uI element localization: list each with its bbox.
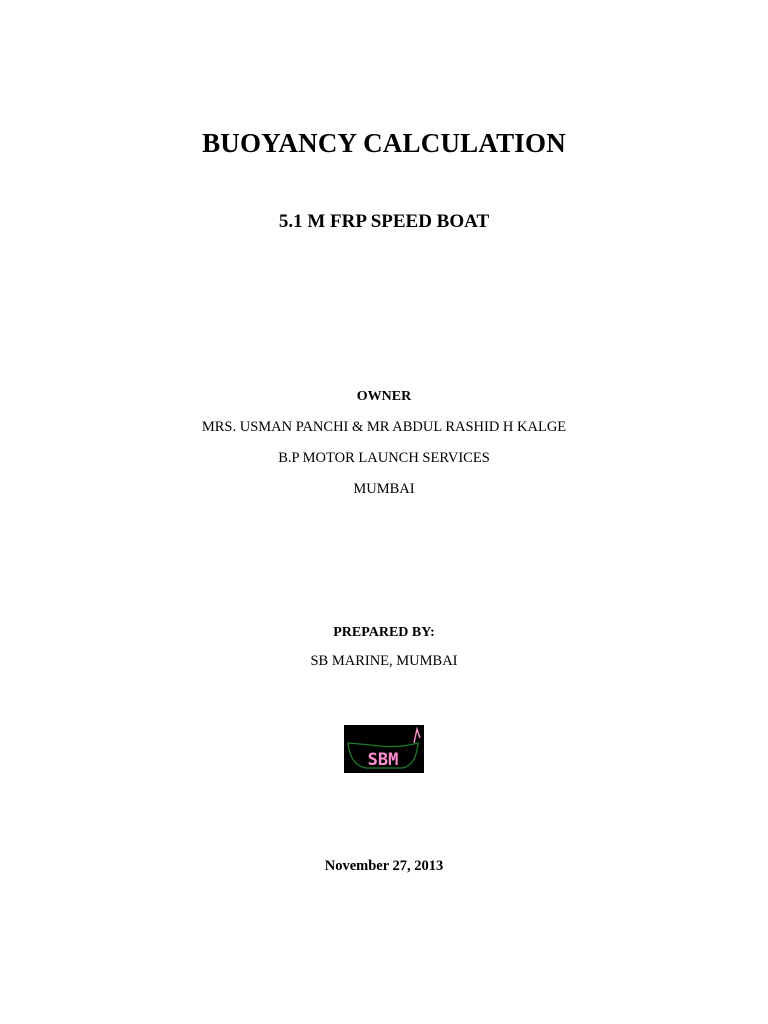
document-subtitle: 5.1 M FRP SPEED BOAT <box>278 211 490 232</box>
owner-heading: OWNER <box>356 389 412 404</box>
owner-city: MUMBAI <box>353 481 415 497</box>
document-title: BUOYANCY CALCULATION <box>202 128 566 158</box>
logo-text: SBM <box>367 750 399 770</box>
owner-names: MRS. USMAN PANCHI & MR ABDUL RASHID H KALGE <box>201 419 567 435</box>
boat-logo-icon <box>344 725 424 773</box>
company-logo <box>344 725 424 773</box>
prepared-by-heading: PREPARED BY: <box>333 625 435 640</box>
owner-company: B.P MOTOR LAUNCH SERVICES <box>278 450 490 466</box>
document-date: November 27, 2013 <box>324 858 444 874</box>
prepared-by-company: SB MARINE, MUMBAI <box>310 653 458 669</box>
